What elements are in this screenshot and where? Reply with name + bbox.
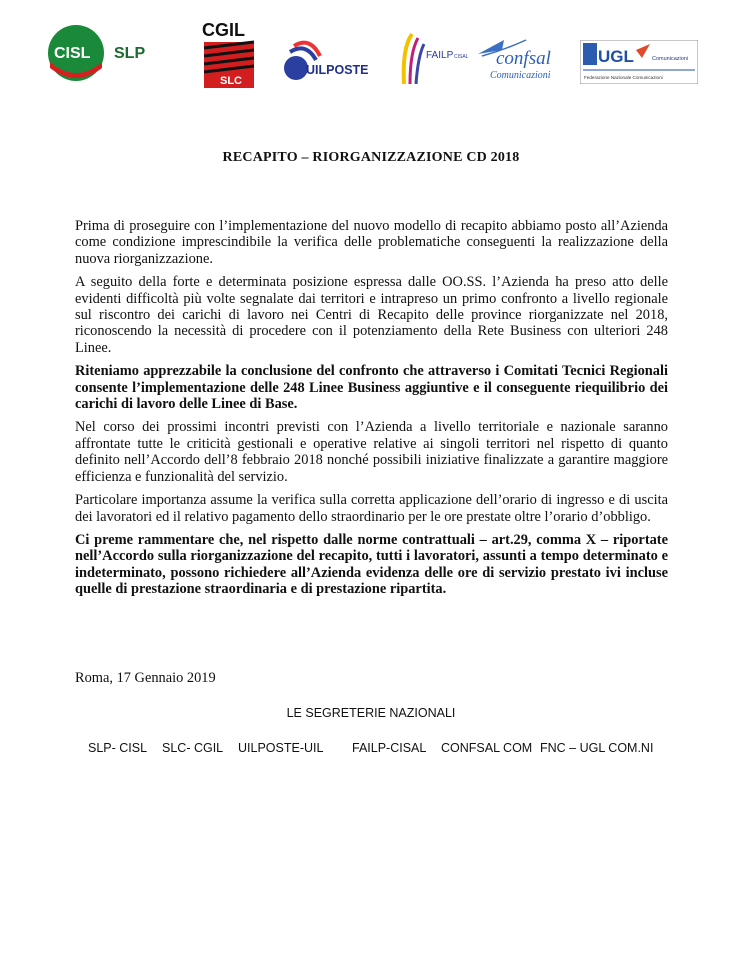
signatory-slp-cisl: SLP- CISL <box>88 741 148 755</box>
confsal-logo <box>474 34 564 84</box>
svg-text:SLP: SLP <box>114 45 146 62</box>
document-title: RECAPITO – RIORGANIZZAZIONE CD 2018 <box>222 150 520 165</box>
signatory-failp-cisal: FAILP-CISAL <box>352 741 427 755</box>
paragraph: A seguito della forte e determinata posizione espressa dalle OO.SS. l’Azienda ha preso atto delle evidenti difficoltà più volte segnalate dai territori e intrapreso un primo confronto a livello regionale sul riscontro dei carichi di lavoro nei Centri di Recapito delle province riorganizzate nel 2018, riconoscendo la necessità di procedere con il potenziamento della Rete Business con ulteriori 248 Linee. <box>75 274 668 356</box>
paragraph: Prima di proseguire con l’implementazione del nuovo modello di recapito abbiamo posto all’Azienda come condizione imprescindibile la verifica delle problematiche conseguenti la realizzazione della nuova riorganizzazione. <box>75 218 668 267</box>
svg-text:UILPOSTE: UILPOSTE <box>306 63 369 77</box>
signatory-confsal-com: CONFSAL COM <box>441 741 533 755</box>
cisl-slp-logo <box>46 22 161 84</box>
svg-text:CGIL: CGIL <box>202 20 245 40</box>
paragraph: Particolare importanza assume la verifica sulla corretta applicazione dell’orario di ingresso e di uscita dei lavoratori ed il relativo pagamento dello straordinario per le ore prestate oltre l’orario d’obbligo. <box>75 492 668 525</box>
svg-text:CISAL: CISAL <box>454 54 469 60</box>
svg-text:SLC: SLC <box>220 75 242 87</box>
document-date: Roma, 17 Gennaio 2019 <box>75 670 216 686</box>
document-body <box>75 218 668 605</box>
cgil-slc-logo <box>200 18 256 90</box>
svg-text:FAILP: FAILP <box>426 50 454 61</box>
ugl-logo <box>580 40 698 84</box>
signatory-fnc-ugl: FNC – UGL COM.NI <box>540 741 654 755</box>
paragraph-bold: Riteniamo apprezzabile la conclusione del confronto che attraverso i Comitati Tecnici Regionali consente l’implementazione delle 248 Linee Business aggiuntive e il conseguente riequilibrio dei carichi di lavoro delle Linee di Base. <box>75 363 668 413</box>
svg-text:CISL: CISL <box>54 45 91 62</box>
paragraph: Nel corso dei prossimi incontri previsti con l’Azienda a livello territoriale e nazionale saranno affrontate tutte le criticità gestionali e operative relative ai singoli territori nel rispetto di quanto definito nell’Accordo dell’8 febbraio 2018 nonché possibili iniziative finalizzate a garantire maggiore efficienza e funzionalità del servizio. <box>75 419 668 485</box>
svg-text:confsal: confsal <box>496 48 551 69</box>
failp-cisal-logo <box>398 28 470 88</box>
svg-text:Federazione Nazionale Comunica: Federazione Nazionale Comunicazioni <box>584 75 663 80</box>
svg-text:UGL: UGL <box>598 47 634 66</box>
uilposte-logo <box>280 38 375 84</box>
paragraph-bold: Ci preme rammentare che, nel rispetto dalle norme contrattuali – art.29, comma X – riportate nell’Accordo sulla riorganizzazione del recapito, tutti i lavoratori, assunti a tempo determinato e indeterminato, possono richiedere all’Azienda evidenza delle ore di servizio prestato ivi incluse quelle di prestazione straordinaria e di prestazione ripartita. <box>75 531 668 598</box>
logo-bar <box>0 0 742 110</box>
signatory-slc-cgil: SLC- CGIL <box>162 741 224 755</box>
signatory-uilposte-uil: UILPOSTE-UIL <box>238 741 324 755</box>
svg-text:Comunicazioni: Comunicazioni <box>490 70 551 81</box>
svg-text:Comunicazioni: Comunicazioni <box>652 56 689 62</box>
secretariats-heading: LE SEGRETERIE NAZIONALI <box>286 706 456 720</box>
cisl-slp-emblem <box>46 22 161 84</box>
